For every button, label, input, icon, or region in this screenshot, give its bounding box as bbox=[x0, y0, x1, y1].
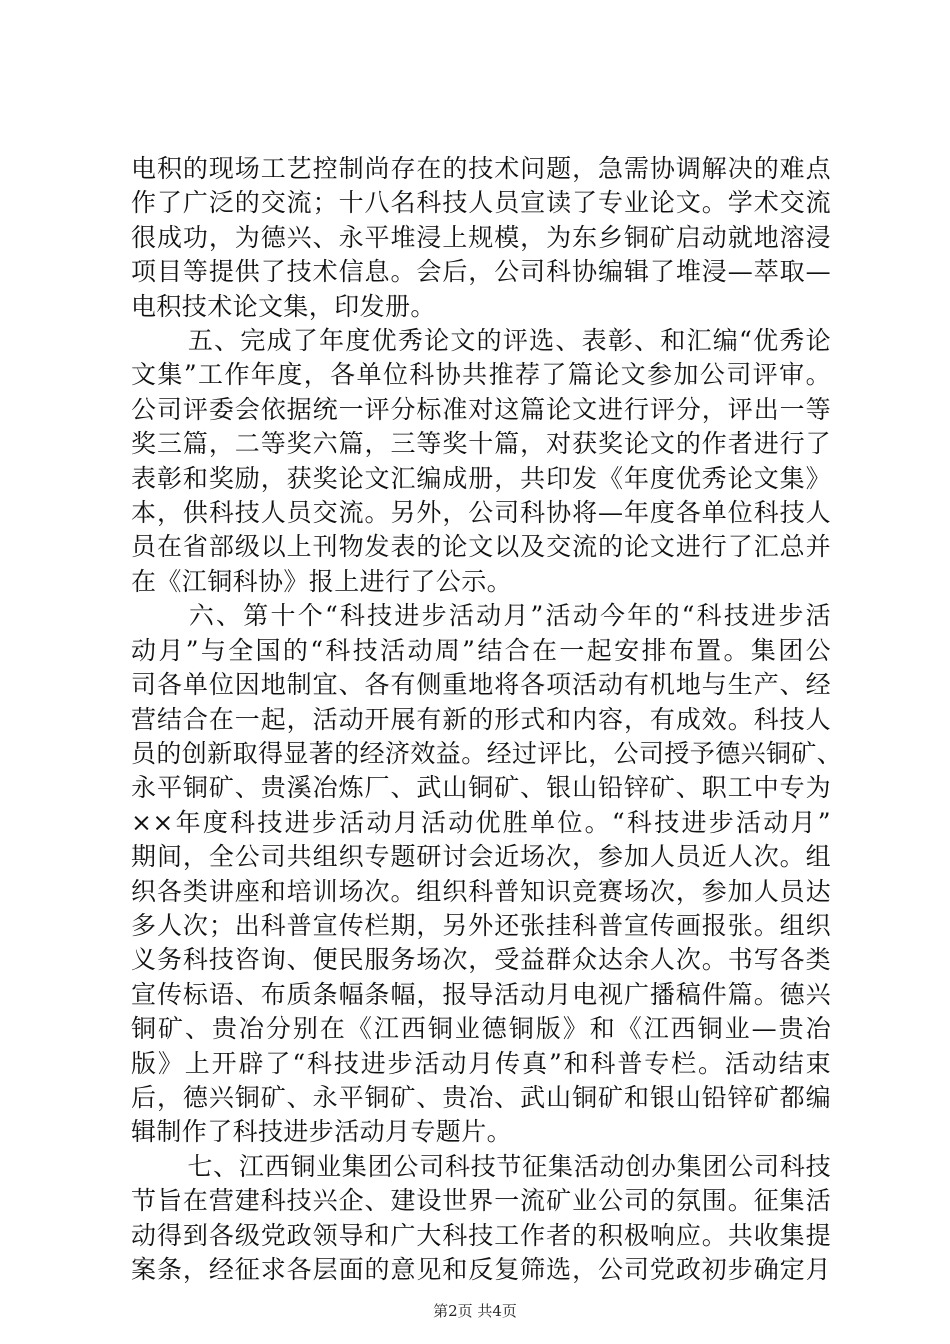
text-line: 项目等提供了技术信息。会后，公司科协编辑了堆浸—萃取— bbox=[131, 257, 831, 287]
text-line bbox=[131, 324, 831, 358]
document-body bbox=[131, 152, 843, 1287]
text-line: 后，德兴铜矿、永平铜矿、贵冶、武山铜矿和银山铅锌矿都编 bbox=[131, 1082, 831, 1112]
text-line bbox=[131, 1150, 831, 1184]
text-line: 铜矿、贵冶分别在《江西铜业德铜版》和《江西铜业—贵冶 bbox=[131, 1014, 831, 1044]
text-line-content: 六、第十个“科技进步活动月”活动今年的“科技进步活 bbox=[187, 601, 831, 631]
text-line: 期间，全公司共组织专题研讨会近场次，参加人员近人次。组 bbox=[131, 842, 831, 872]
page-footer: 第2页 共4页 bbox=[433, 1302, 517, 1320]
text-line: 在《江铜科协》报上进行了公示。 bbox=[131, 566, 513, 596]
text-line: 作了广泛的交流；十八名科技人员宣读了专业论文。学术交流 bbox=[131, 188, 831, 218]
text-line: 多人次；出科普宣传栏期，另外还张挂科普宣传画报张。组织 bbox=[131, 910, 831, 940]
text-line: 司各单位因地制宜、各有侧重地将各项活动有机地与生产、经 bbox=[131, 670, 831, 700]
text-line: 员在省部级以上刊物发表的论文以及交流的论文进行了汇总并 bbox=[131, 532, 831, 562]
paragraph bbox=[131, 324, 831, 599]
text-line: 节旨在营建科技兴企、建设世界一流矿业公司的氛围。征集活 bbox=[131, 1186, 831, 1216]
text-line: 永平铜矿、贵溪冶炼厂、武山铜矿、银山铅锌矿、职工中专为 bbox=[131, 773, 831, 803]
text-line: 版》上开辟了“科技进步活动月传真”和科普专栏。活动结束 bbox=[131, 1048, 831, 1078]
text-line: 奖三篇，二等奖六篇，三等奖十篇，对获奖论文的作者进行了 bbox=[131, 429, 831, 459]
paragraph bbox=[131, 1150, 831, 1288]
text-line: 电积技术论文集，印发册。 bbox=[131, 291, 436, 321]
text-line: 本，供科技人员交流。另外，公司科协将—年度各单位科技人 bbox=[131, 498, 831, 528]
text-line: 员的创新取得显著的经济效益。经过评比，公司授予德兴铜矿、 bbox=[131, 738, 843, 768]
text-line: 案条，经征求各层面的意见和反复筛选，公司党政初步确定月 bbox=[131, 1255, 831, 1284]
text-line: 很成功，为德兴、永平堆浸上规模，为东乡铜矿启动就地溶浸 bbox=[131, 222, 831, 252]
text-line: 动得到各级党政领导和广大科技工作者的积极响应。共收集提 bbox=[131, 1220, 831, 1250]
text-line-content: 五、完成了年度优秀论文的评选、表彰、和汇编“优秀论 bbox=[187, 326, 831, 356]
text-line: 宣传标语、布质条幅条幅，报导活动月电视广播稿件篇。德兴 bbox=[131, 979, 831, 1009]
paragraph bbox=[131, 152, 831, 324]
text-line: 公司评委会依据统一评分标准对这篇论文进行评分，评出一等 bbox=[131, 394, 831, 424]
text-line: 营结合在一起，活动开展有新的形式和内容，有成效。科技人 bbox=[131, 704, 831, 734]
text-line: 义务科技咨询、便民服务场次，受益群众达余人次。书写各类 bbox=[131, 945, 831, 975]
text-line bbox=[131, 599, 831, 633]
text-line: 电积的现场工艺控制尚存在的技术问题，急需协调解决的难点 bbox=[131, 154, 831, 183]
text-line: 织各类讲座和培训场次。组织科普知识竞赛场次，参加人员达 bbox=[131, 876, 831, 906]
text-line: 表彰和奖励，获奖论文汇编成册，共印发《年度优秀论文集》 bbox=[131, 463, 831, 493]
text-line-content: 七、江西铜业集团公司科技节征集活动创办集团公司科技 bbox=[187, 1151, 831, 1181]
paragraph bbox=[131, 599, 843, 1150]
text-line: 动月”与全国的“科技活动周”结合在一起安排布置。集团公 bbox=[131, 635, 831, 665]
text-line: 文集”工作年度，各单位科协共推荐了篇论文参加公司评审。 bbox=[131, 360, 831, 390]
text-line: ××年度科技进步活动月活动优胜单位。“科技进步活动月” bbox=[131, 807, 831, 837]
text-line: 辑制作了科技进步活动月专题片。 bbox=[131, 1117, 513, 1147]
